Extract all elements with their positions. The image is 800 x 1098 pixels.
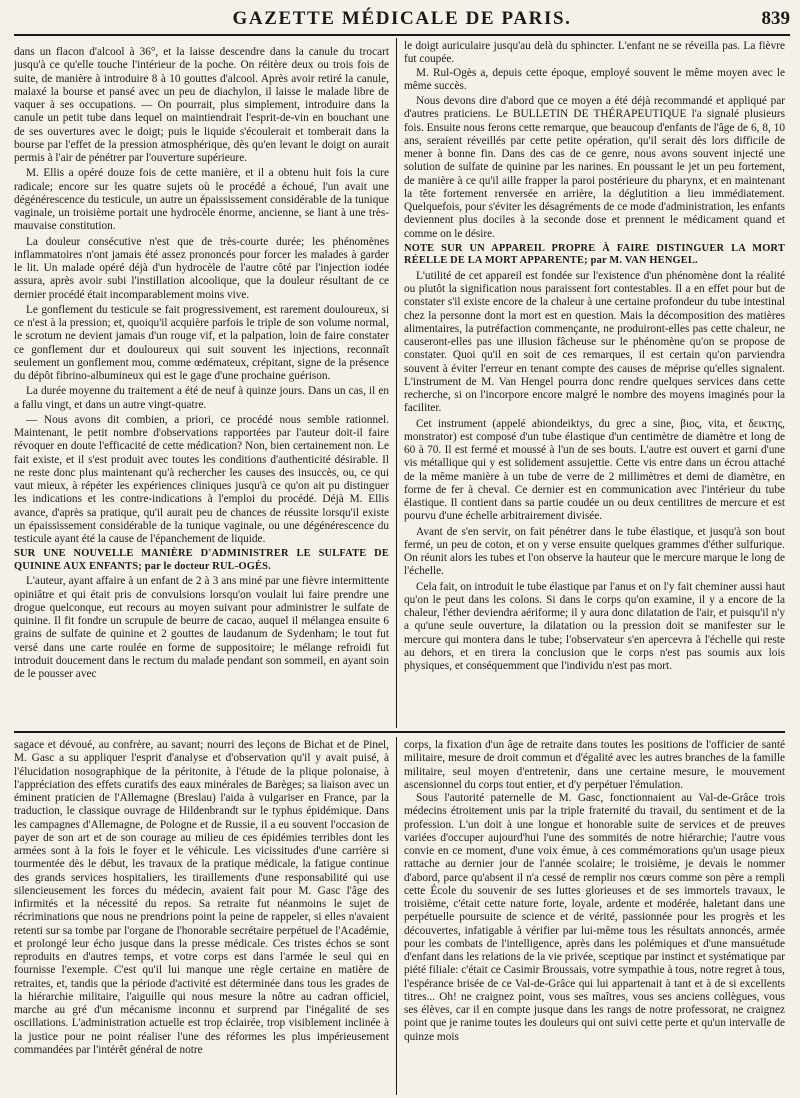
- paragraph: sagace et dévoué, au confrère, au savant; nourri des leçons de Bichat et de Pinel, M. Gasc a su appliquer l'esprit d'analyse et d'observation qu'il y avait puisé, à l'élucidation nosographique de la péritonite, à l'étude de la plique polonaise, à l'appréciation des effets curatifs des eaux minérales de Barèges; sa liaison avec un éminent praticien de l'Allemagne (Breslau) l'aida à vulgariser en France, par la traduction, le classique ouvrage de Hildenbrandt sur le typhus épidémique. Dans les campagnes d'Allemagne, de Pologne et de Russie, il a eu souvent l'occasion de payer de son art et de son courage au milieu de ces épidémies terribles dont les armées sont à la fois le foyer et le véhicule. Les vicissitudes d'une carrière si tourmentée dès le début, les travaux de la pratique médicale, la fatigue continue des grands services hospitaliers, les tiraillements d'une responsabilité qui use silencieusement les forces du médecin, avaient fait pour M. Gasc l'âge des infirmités et la nécessité du repos. Sa retraite fut néanmoins le sujet de récriminations que nous ne prendrions point la peine de rappeler, si elles n'avaient retenti sur sa tombe par l'organe de l'honorable secrétaire perpétuel de l'Académie, et prolongé leur écho jusque dans la presse médicale. Ces tristes échos se sont reproduits en d'autres temps, et votre corps est dans l'armée le seul qui en fournisse l'exemple. C'est qu'il lui manque une règle certaine en matière de retraites, et, tandis que la période d'activité est déterminée dans tous les grades de la hiérarchie militaire, l'aiguille qui nous mesure la nôtre au cadran officiel, marche au gré d'un mécanisme inconnu et surprend par l'inégalité de ses oscillations. L'administration actuelle est trop éclairée, trop visiblement inclinée à la justice pour ne point réaliser l'une des réformes les plus impérieusement commandées par l'intérêt général de notre: [14, 739, 389, 1056]
- column-divider-bottom: [396, 737, 397, 1095]
- column-bottom-right: [404, 739, 785, 1044]
- paragraph: La douleur consécutive n'est que de très-courte durée; les phénomènes inflammatoires n'ont jamais été assez prononcés pour forcer les malades à garder le lit. Un malade opéré déjà d'un hydrocèle de l'autre côté par l'injection iodée assura, après avoir subi l'instillation alcoolique, que la douleur résultant de ce dernier procédé était incomparablement moins vive.: [14, 235, 389, 301]
- journal-title: GAZETTE MÉDICALE DE PARIS.: [232, 8, 572, 29]
- paragraph: Cela fait, on introduit le tube élastique par l'anus et on l'y fait cheminer aussi haut qu'on le peut dans les colons. Si dans le corps qu'on examine, il y a encore de la chaleur, l'éther deviendra aériforme; il y aura donc dilatation de l'air, et puisqu'il n'y a qu'une seule ouverture, la dilatation ou la pression doit se manifester sur le mercure qui montera dans le tube; l'observateur s'en apercevra à l'échelle qui reste au dehors, et en tirera la conclusion que le corps n'est pas soumis aux lois physiques, et conséquemment que l'individu n'est pas mort.: [404, 580, 785, 672]
- column-divider-top: [396, 38, 397, 728]
- paragraph: M. Rul-Ogès a, depuis cette époque, employé souvent le même moyen avec le même succès.: [404, 66, 785, 92]
- page-number: 839: [761, 8, 790, 29]
- paragraph: Le gonflement du testicule se fait progressivement, est rarement douloureux, si ce n'est à la pression; et, quoiqu'il acquière parfois le triple de son volume normal, le scrotum ne devient jamais d'un rouge vif, et la palpation, loin de faire constater ce gonflement dur et douloureux qui suit souvent les injections, reconnaît seulement un gonflement mou, comme œdémateux, crépitant, signe de la présence du dépôt fibrino-albumineux qui est le gage d'une prochaine guérison.: [14, 303, 389, 382]
- paragraph: L'utilité de cet appareil est fondée sur l'existence d'un phénomène dont la réalité ou plutôt la signification nous paraissent fort contestables. Il a en effet pour but de constater s'il existe encore de la chaleur à une certaine profondeur du tube intestinal chez la personne dont la mort est en question. Mais la décomposition des matières alimentaires, la putréfaction commençante, ne produiront-elles pas cette chaleur, ne causeront-elles pas une illusion fâcheuse sur le phénomène qu'on se propose de constater. Quoi qu'il en soit de ces remarques, il est certain qu'on parviendra souvent à éviter l'erreur en tenant compte des causes de méprise qu'elles signalent. L'instrument de M. Van Hengel pourra donc rendre quelques services dans cette recherche, si on l'incorpore encore malgré le nombre des moyens imaginés pour la faciliter.: [404, 269, 785, 415]
- paragraph: corps, la fixation d'un âge de retraite dans toutes les positions de l'officier de santé militaire, mesure de droit commun et d'égalité avec les autres branches de la famille militaire, seul moyen d'entretenir, dans une certaine mesure, le mouvement ascensionnel du corps tout entier, et d'y perpétuer l'émulation.: [404, 739, 785, 791]
- column-top-right: [404, 40, 785, 673]
- paragraph: Sous l'autorité paternelle de M. Gasc, fonctionnaient au Val-de-Grâce trois médecins étroitement unis par la triple fraternité du travail, du sentiment et de la profession. L'un doit à une longue et honorable suite de services et de preuves variées d'occuper aujourd'hui l'une des sommités de notre hiérarchie; l'autre vous convie en ce moment, d'une voix émue, à ces commémorations qu'un usage pieux rattache au dernier jour de l'année scolaire; le troisième, je devais le nommer d'abord, parce qu'absent il n'a cessé de remplir nos cœurs comme son père a rempli cette École du souvenir de ses luttes glorieuses et de ses immortels travaux, le troisième, c'était cette nature forte, loyale, ardente et modérée, haletant dans une perpétuelle poursuite de science et de vérité, passionnée pour les progrès et les découvertes, infatigable à vérifier par lui-même tous les résultats annoncés, armée pour les combats de l'intelligence, après dans les polémiques et d'une mansuétude d'enfant dans les relations de la vie privée, sceptique par instinct et systématique par piété filiale: c'était ce Casimir Broussais, votre sympathie à tous, notre regret à tous, l'espérance brisée de ce Val-de-Grâce qui lui appartenait à tant et à de si excellents titres... Oh! ne craignez point, vous ses maîtres, vous ses anciens collègues, vous ses élèves, car il en compte jusque dans les rangs de notre professorat, ne craignez point que je ranime toutes les douleurs qui ont suivi cette perte et qu'un intervalle de quinze mois: [404, 792, 785, 1043]
- section-divider: [14, 731, 785, 733]
- masthead: [14, 8, 790, 36]
- paragraph: M. Ellis a opéré douze fois de cette manière, et il a obtenu huit fois la cure radicale; encore sur les quatre sujets où le procédé a échoué, l'un avait une dégénérescence du testicule, un autre un épaississement considérable de la tunique vaginale, un troisième portait une hydrocèle énorme, ancienne, se liant à une très-mauvaise constitution.: [14, 167, 389, 233]
- paragraph: le doigt auriculaire jusqu'au delà du sphincter. L'enfant ne se réveilla pas. La fièvre fut coupée.: [404, 40, 785, 66]
- paragraph: — Nous avons dit combien, a priori, ce procédé nous semble rationnel. Maintenant, le petit nombre d'observations rapportées par l'auteur doit-il faire révoquer en doute l'efficacité de cette médication? Non, bien certainement non. Le fait existe, et il s'est produit avec toutes les conditions d'authenticité désirable. Il ne reste donc plus maintenant qu'à rechercher les causes des insuccès, ou, ce qui vaut mieux, à répéter les expériences cliniques jusqu'à ce qu'on ait pu distinguer les indications et les contre-indications à l'emploi du procédé. Déjà M. Ellis avance, d'après sa pratique, qu'il aurait peu de chances de réussite lorsqu'il existe un épaississement considérable de la tunique vaginale, ou une dégénérescence du testicule ayant été la cause de l'épanchement de liquide.: [14, 413, 389, 545]
- column-bottom-left: [14, 739, 389, 1057]
- paragraph: Avant de s'en servir, on fait pénétrer dans le tube élastique, et jusqu'à son bout fermé, un peu de coton, et on y verse ensuite quelques grammes d'éther sulfurique. On réunit alors les tubes et l'on observe la hauteur que le mercure marque le long de l'échelle.: [404, 525, 785, 578]
- paragraph: Nous devons dire d'abord que ce moyen a été déjà recommandé et appliqué par d'autres praticiens. Le BULLETIN DE THÉRAPEUTIQUE l'a signalé plusieurs fois. Ensuite nous ferons cette remarque, que beaucoup d'enfants de l'âge de 6, 8, 10 ans, seraient réveillés par cette petite opération, qu'il serait dès lors difficile de mener à bonne fin. Dans des cas de ce genre, nous avons souvent injecté une solution de sulfate de quinine par les narines. En poussant le jet un peu fortement, de manière à ce qu'il aille frapper la paroi postérieure du pharynx, et en maintenant la tête fortement renversée en arrière, la déglutition a lieu immédiatement. Quelquefois, pour s'éviter les désagréments de ce mode d'administration, les enfants deviennent plus dociles à la seconde dose et prennent le médicament quand et comme on le désire.: [404, 95, 785, 240]
- paragraph: dans un flacon d'alcool à 36°, et la laisse descendre dans la canule du trocart jusqu'à ce qu'elle touche l'intérieur de la poche. On réitère deux ou trois fois de suite, de manière à introduire 8 à 10 gouttes d'alcool. Après avoir retiré la canule, malaxé la bourse et pansé avec un peu de diachylon, il laisse le malade libre de vaquer à ses occupations. — On pourrait, plus simplement, introduire dans la canule un petit tube dans lequel on maintiendrait l'esprit-de-vin en bouchant une de ses ouvertures avec le doigt; puis le liquide s'écoulerait et tomberait dans la bourse par l'effet de la pression atmosphérique, dès qu'en levant le doigt on aurait permis à l'air de pénétrer par l'ouverture supérieure.: [14, 46, 389, 164]
- article-heading: NOTE SUR UN APPAREIL PROPRE À FAIRE DISTINGUER LA MORT RÉELLE DE LA MORT APPARENTE; par M. VAN HENGEL.: [404, 242, 785, 267]
- article-heading: SUR UNE NOUVELLE MANIÈRE D'ADMINISTRER LE SULFATE DE QUININE AUX ENFANTS; par le docteur RUL-OGÈS.: [14, 548, 389, 572]
- paragraph: L'auteur, ayant affaire à un enfant de 2 à 3 ans miné par une fièvre intermittente opiniâtre et qui était pris de convulsions lorsqu'on voulait lui faire prendre une drogue quelconque, eut recours au moyen suivant pour administrer le sulfate de quinine. Il fit fondre un scrupule de beurre de cacao, auquel il mélangea ensuite 6 grains de sulfate de quinine et 2 gouttes de laudanum de Sydenham; le tout fut versé dans une carte roulée en forme de suppositoire; le mélange refroidi fut introduit doucement dans le rectum du malade pendant son sommeil, en ayant soin de le pousser avec: [14, 575, 389, 680]
- paragraph: La durée moyenne du traitement a été de neuf à quinze jours. Dans un cas, il en a fallu vingt, et dans un autre vingt-quatre.: [14, 385, 389, 411]
- column-top-left: [14, 46, 389, 681]
- paragraph: Cet instrument (appelé abiondeiktys, du grec a sine, βιος, vita, et δεικτης, monstrator) est composé d'un tube élastique d'un centimètre de diamètre et long de 60 à 70. Il est fermé et moussé à l'un de ses bouts. L'autre est ouvert et garni d'une vis métallique qui y est solidement assujettie. Cette vis entre dans un écrou attaché de la même manière à un tube de verre de 2 millimètres et demi de diamètre, en forme de fer à cheval. Ce dernier est en communication avec l'intérieur du tube élastique. Il contient dans sa partie coudée un ou deux centilitres de mercure et est pourvu d'une échelle arbitrairement divisée.: [404, 417, 785, 523]
